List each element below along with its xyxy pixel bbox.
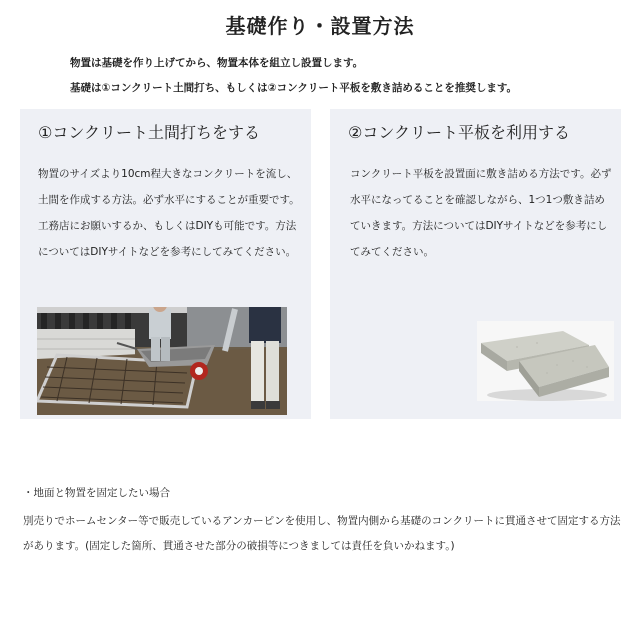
intro-line-2: 基礎は①コンクリート土間打ち、もしくは②コンクリート平板を敷き詰めることを推奨します。: [70, 82, 518, 94]
intro-line-1: 物置は基礎を作り上げてから、物置本体を組立し設置します。: [70, 57, 364, 69]
panel-concrete-slab: [330, 109, 621, 419]
construction-photo: [37, 307, 287, 415]
page-title: 基礎作り・設置方法: [225, 14, 415, 38]
panel-heading: ①コンクリート土間打ちをする: [38, 123, 261, 142]
panel-body: 物置のサイズより10cm程大きなコンクリートを流し、土間を作成する方法。必ず水平にすることが重要です。工務店にお願いするか、もしくはDIYも可能です。方法についてはDIYサイトなどを参考にしてみてください。: [38, 168, 300, 258]
concrete-slab-photo: [477, 321, 614, 401]
panel-concrete-floor: [20, 109, 311, 419]
panel-heading: ②コンクリート平板を利用する: [348, 123, 571, 142]
note-heading: ・地面と物置を固定したい場合: [23, 487, 170, 499]
panel-body: コンクリート平板を設置面に敷き詰める方法です。必ず水平になってることを確認しながら、1つ1つ敷き詰めていきます。方法についてはDIYサイトなどを参考にしてみてください。: [350, 168, 612, 258]
note-body: 別売りでホームセンター等で販売しているアンカーピンを使用し、物置内側から基礎のコンクリートに貫通させて固定する方法があります。(固定した箇所、貫通させた部分の破損等につきましては責任を負いかねます。): [23, 515, 621, 552]
